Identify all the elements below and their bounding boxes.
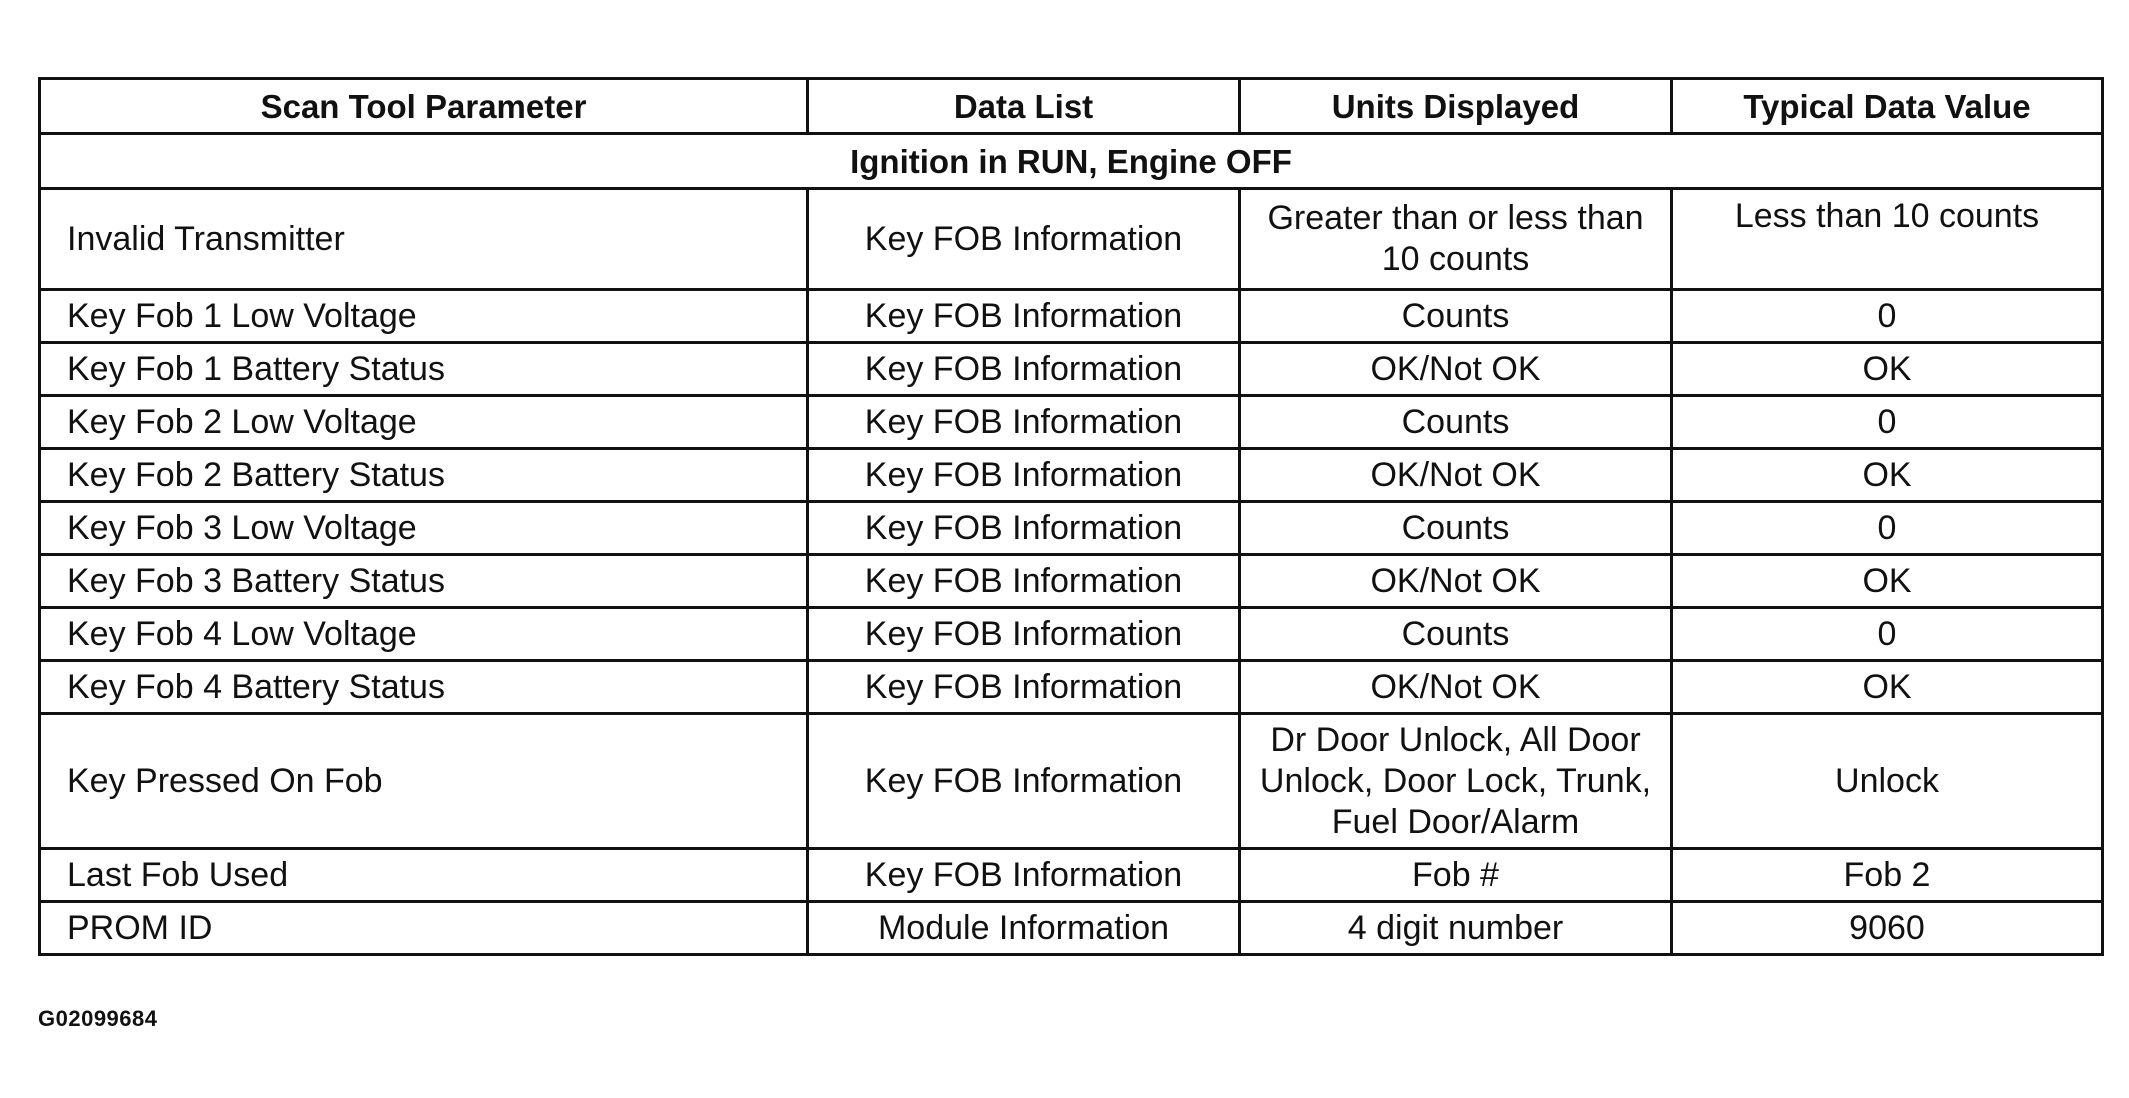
table-row [40, 343, 2103, 396]
parameter-cell: Invalid Transmitter [40, 189, 808, 290]
table-row [40, 502, 2103, 555]
units-cell: 4 digit number [1240, 902, 1672, 955]
units-cell: Counts [1240, 502, 1672, 555]
units-cell: Dr Door Unlock, All Door Unlock, Door Lock, Trunk, Fuel Door/Alarm [1240, 714, 1672, 849]
data-list-cell: Key FOB Information [808, 290, 1240, 343]
typical-value-cell: OK [1672, 343, 2103, 396]
typical-value-cell: Less than 10 counts [1672, 189, 2103, 290]
typical-value-cell: Unlock [1672, 714, 2103, 849]
parameter-cell: PROM ID [40, 902, 808, 955]
data-list-cell: Key FOB Information [808, 555, 1240, 608]
table-row [40, 714, 2103, 849]
typical-value-cell: OK [1672, 661, 2103, 714]
column-header-data-list: Data List [808, 79, 1240, 134]
table-row [40, 396, 2103, 449]
units-cell: OK/Not OK [1240, 449, 1672, 502]
typical-value-cell: OK [1672, 449, 2103, 502]
table-row [40, 608, 2103, 661]
units-cell: Counts [1240, 290, 1672, 343]
table-row [40, 902, 2103, 955]
parameter-cell: Key Pressed On Fob [40, 714, 808, 849]
column-header-units: Units Displayed [1240, 79, 1672, 134]
units-cell: Greater than or less than 10 counts [1240, 189, 1672, 290]
data-list-cell: Key FOB Information [808, 343, 1240, 396]
column-header-parameter: Scan Tool Parameter [40, 79, 808, 134]
parameter-cell: Key Fob 2 Low Voltage [40, 396, 808, 449]
units-cell: OK/Not OK [1240, 661, 1672, 714]
section-heading: Ignition in RUN, Engine OFF [40, 134, 2103, 189]
data-list-cell: Key FOB Information [808, 608, 1240, 661]
table-row [40, 449, 2103, 502]
table-header-row [40, 79, 2103, 134]
table-row [40, 661, 2103, 714]
typical-value-cell: OK [1672, 555, 2103, 608]
parameter-cell: Key Fob 3 Low Voltage [40, 502, 808, 555]
data-list-cell: Key FOB Information [808, 849, 1240, 902]
typical-value-cell: 0 [1672, 608, 2103, 661]
units-cell: Fob # [1240, 849, 1672, 902]
parameter-cell: Key Fob 4 Low Voltage [40, 608, 808, 661]
units-cell: Counts [1240, 608, 1672, 661]
data-list-cell: Key FOB Information [808, 714, 1240, 849]
units-cell: OK/Not OK [1240, 555, 1672, 608]
parameter-cell: Key Fob 2 Battery Status [40, 449, 808, 502]
typical-value-cell: 9060 [1672, 902, 2103, 955]
figure-id: G02099684 [38, 1006, 158, 1031]
parameter-cell: Key Fob 3 Battery Status [40, 555, 808, 608]
table-row [40, 290, 2103, 343]
units-cell: Counts [1240, 396, 1672, 449]
table-row [40, 849, 2103, 902]
data-list-cell: Key FOB Information [808, 449, 1240, 502]
parameter-cell: Key Fob 4 Battery Status [40, 661, 808, 714]
typical-value-cell: 0 [1672, 502, 2103, 555]
typical-value-cell: 0 [1672, 396, 2103, 449]
units-cell: OK/Not OK [1240, 343, 1672, 396]
data-list-cell: Key FOB Information [808, 189, 1240, 290]
parameter-cell: Last Fob Used [40, 849, 808, 902]
table-row [40, 189, 2103, 290]
data-list-cell: Key FOB Information [808, 396, 1240, 449]
table-row [40, 555, 2103, 608]
data-list-cell: Key FOB Information [808, 502, 1240, 555]
section-row [40, 134, 2103, 189]
parameter-cell: Key Fob 1 Low Voltage [40, 290, 808, 343]
column-header-typical-value: Typical Data Value [1672, 79, 2103, 134]
typical-value-cell: 0 [1672, 290, 2103, 343]
data-list-cell: Key FOB Information [808, 661, 1240, 714]
scan-tool-data-table [38, 77, 2104, 956]
data-list-cell: Module Information [808, 902, 1240, 955]
typical-value-cell: Fob 2 [1672, 849, 2103, 902]
parameter-cell: Key Fob 1 Battery Status [40, 343, 808, 396]
